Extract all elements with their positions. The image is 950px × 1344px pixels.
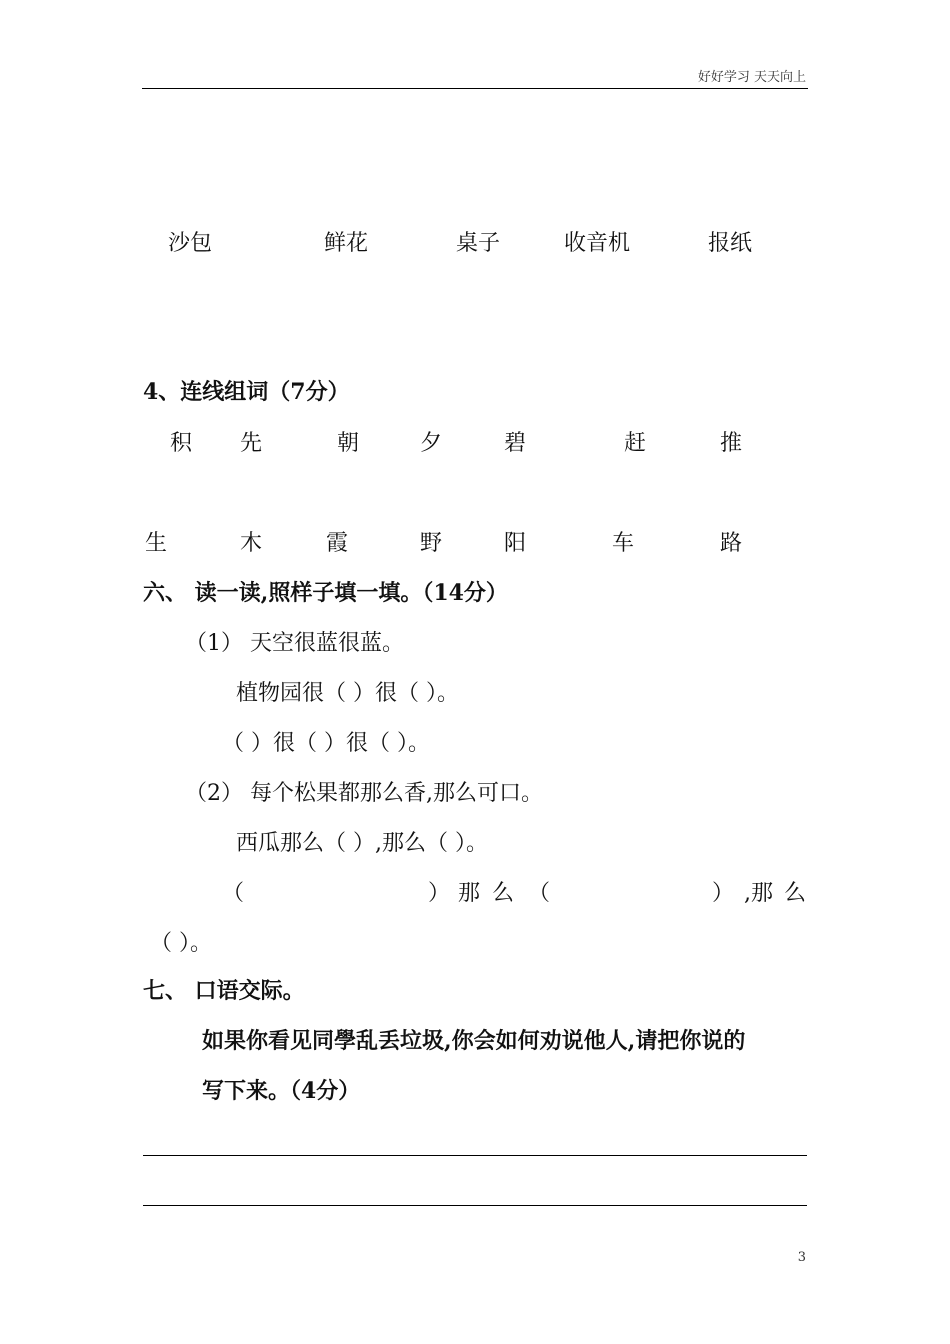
answer-line[interactable]	[143, 1205, 807, 1206]
match-char-top: 推	[720, 431, 743, 456]
exercise2-fill-part: （	[528, 881, 551, 906]
exercise2-fill-part: 么	[784, 881, 807, 906]
exercise2-label: （2） 每个松果都那么香,那么可口。	[185, 781, 543, 806]
match-char-top: 先	[240, 431, 263, 456]
header-divider	[142, 88, 808, 89]
match-char-bottom: 路	[720, 531, 743, 556]
exercise1-fill-line: （ ）很（ ）很（ ）。	[222, 731, 430, 756]
word-item: 鲜花	[324, 231, 369, 256]
match-char-bottom: 车	[612, 531, 635, 556]
match-char-bottom: 野	[420, 531, 443, 556]
exercise2-fill-line: （ ）。	[150, 931, 212, 956]
word-item: 收音机	[564, 231, 631, 256]
exercise2-fill-part: 那	[458, 881, 481, 906]
header-slogan: 好好学习 天天向上	[697, 70, 806, 85]
section7-prompt: 写下来。（4分）	[202, 1078, 361, 1104]
match-char-bottom: 阳	[504, 531, 527, 556]
exercise1-fill-line: 植物园很（ ）很（ ）。	[236, 681, 459, 706]
section7-title: 七、 口语交际。	[143, 978, 305, 1004]
exercise2-fill-part: ）	[428, 881, 451, 906]
match-char-top: 赶	[624, 431, 647, 456]
section7-prompt: 如果你看见同學乱丢垃圾,你会如何劝说他人,请把你说的	[202, 1028, 746, 1054]
q4-title: 4、连线组词（7分）	[143, 379, 350, 405]
exercise1-label: （1） 天空很蓝很蓝。	[185, 631, 404, 656]
exercise2-fill-part: ,那	[744, 881, 773, 906]
word-item: 桌子	[456, 231, 501, 256]
answer-line[interactable]	[143, 1155, 807, 1156]
match-char-top: 夕	[420, 431, 443, 456]
exercise2-fill-part: 么	[492, 881, 515, 906]
exercise2-fill-part: （	[222, 881, 245, 906]
match-char-top: 朝	[337, 431, 360, 456]
word-item: 报纸	[708, 231, 753, 256]
match-char-bottom: 生	[145, 531, 168, 556]
match-char-top: 积	[170, 431, 193, 456]
page-number: 3	[797, 1250, 806, 1265]
exercise2-fill-line: 西瓜那么（ ）,那么（ ）。	[236, 831, 488, 856]
match-char-bottom: 木	[240, 531, 263, 556]
word-item: 沙包	[168, 231, 213, 256]
match-char-bottom: 霞	[326, 531, 349, 556]
section6-title: 六、 读一读,照样子填一填。（14分）	[143, 580, 508, 606]
exercise2-fill-part: ）	[712, 881, 735, 906]
match-char-top: 碧	[504, 431, 527, 456]
